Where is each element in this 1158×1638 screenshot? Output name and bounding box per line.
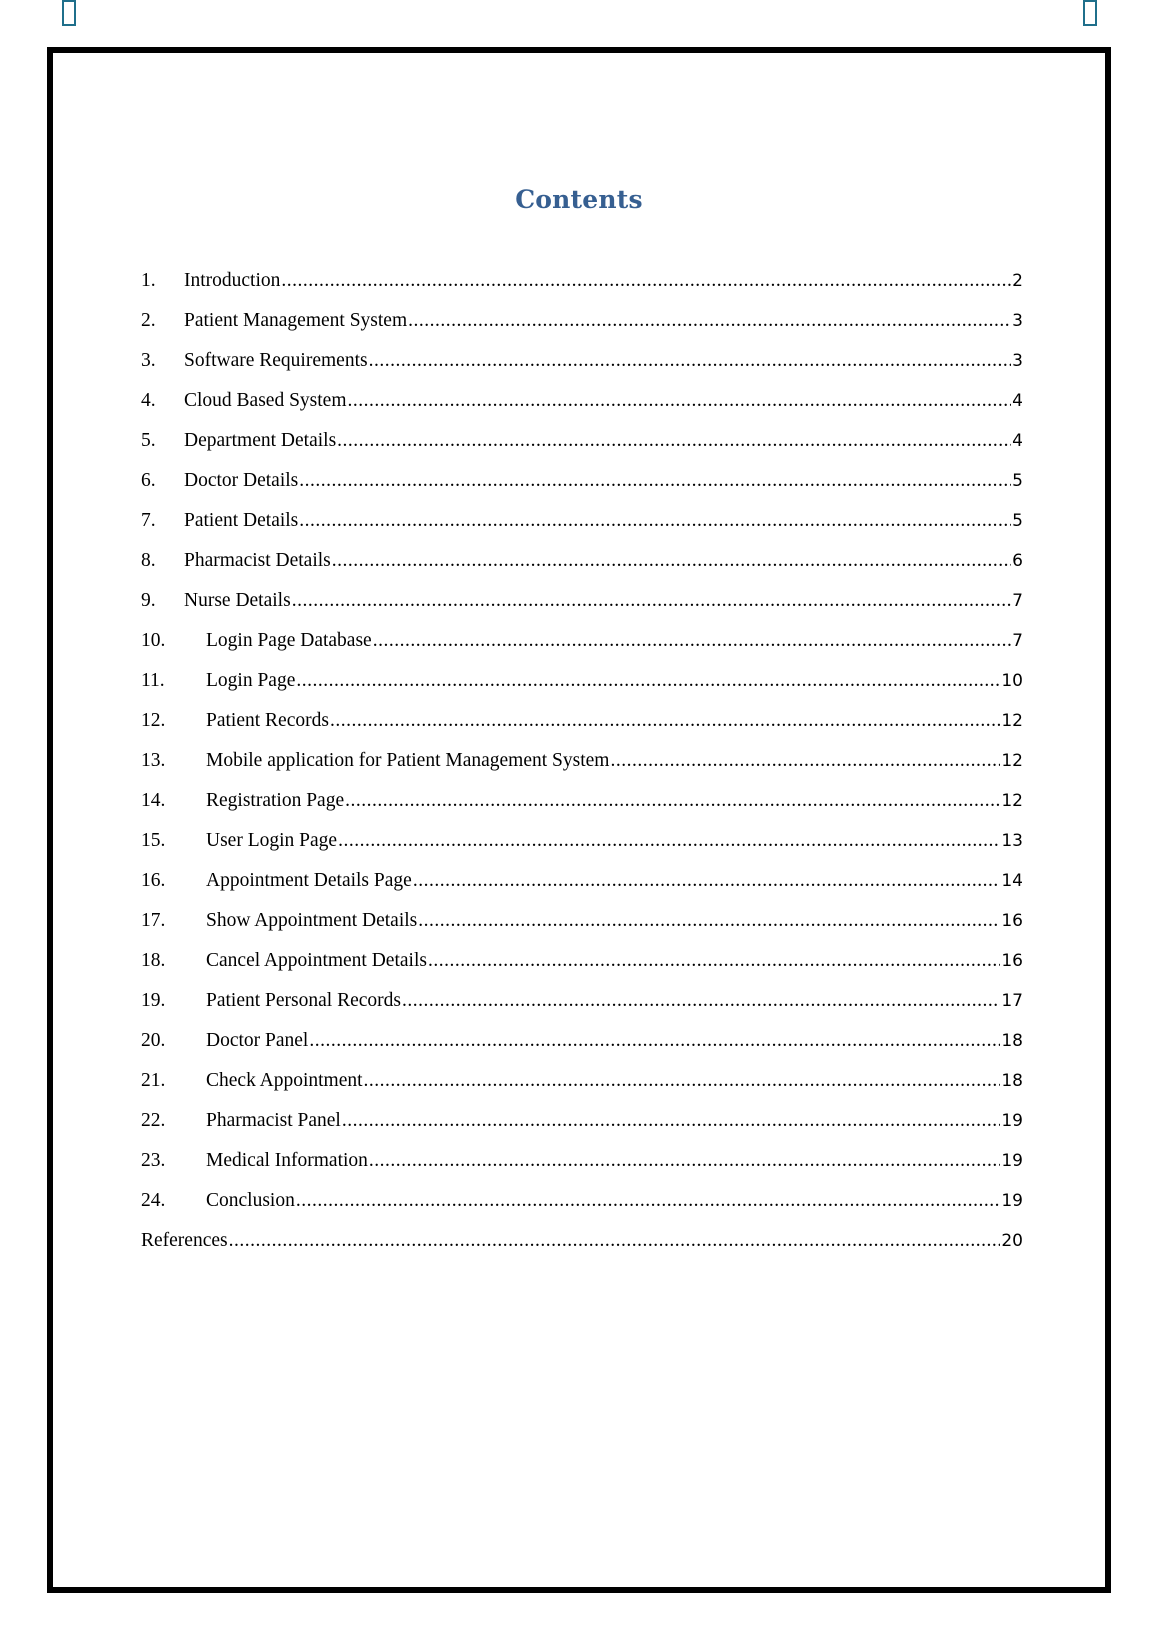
toc-entry-label: Conclusion — [206, 1190, 295, 1211]
toc-entry-number: 6. — [141, 470, 156, 491]
toc-entry-page: 18 — [1001, 1071, 1023, 1091]
toc-dot-leader — [345, 790, 1000, 812]
toc-entry-page: 12 — [1001, 791, 1023, 811]
toc-entry[interactable] — [141, 710, 1023, 750]
toc-dot-leader — [348, 390, 1012, 412]
toc-entry[interactable] — [141, 1030, 1023, 1070]
toc-dot-leader — [281, 270, 1011, 292]
toc-entry-page: 19 — [1001, 1151, 1023, 1171]
toc-entry[interactable] — [141, 270, 1023, 310]
toc-dot-leader — [296, 1190, 1001, 1212]
toc-entry-number: 12. — [141, 710, 166, 731]
toc-entry-number: 1. — [141, 270, 156, 291]
toc-dot-leader — [342, 1110, 1001, 1132]
toc-entry[interactable] — [141, 790, 1023, 830]
toc-entry[interactable] — [141, 830, 1023, 870]
toc-entry-page: 6 — [1012, 551, 1023, 571]
toc-dot-leader — [330, 710, 1000, 732]
toc-dot-leader — [299, 470, 1011, 492]
toc-dot-leader — [299, 510, 1011, 532]
toc-entry-label: Registration Page — [206, 790, 345, 811]
toc-entry-label: Login Page Database — [206, 630, 372, 651]
toc-entry-page: 14 — [1001, 871, 1023, 891]
toc-entry-references[interactable] — [141, 1230, 1023, 1270]
toc-entry[interactable] — [141, 350, 1023, 390]
toc-entry[interactable] — [141, 990, 1023, 1030]
toc-entry[interactable] — [141, 390, 1023, 430]
toc-entry[interactable] — [141, 310, 1023, 350]
toc-entry-number: 8. — [141, 550, 156, 571]
toc-entry-number: 23. — [141, 1150, 166, 1171]
toc-entry-page: 19 — [1001, 1191, 1023, 1211]
toc-dot-leader — [373, 630, 1011, 652]
toc-entry-page: 5 — [1012, 511, 1023, 531]
toc-entry-label: User Login Page — [206, 830, 338, 851]
toc-dot-leader — [369, 1150, 1000, 1172]
toc-dot-leader — [610, 750, 1000, 772]
toc-entry-number: 24. — [141, 1190, 166, 1211]
toc-entry-number: 11. — [141, 670, 165, 691]
toc-entry-number: 21. — [141, 1070, 166, 1091]
toc-entry-page: 16 — [1001, 911, 1023, 931]
toc-entry-number: 16. — [141, 870, 166, 891]
toc-entry-page: 13 — [1001, 831, 1023, 851]
toc-dot-leader — [402, 990, 1000, 1012]
toc-entry-page: 3 — [1012, 311, 1023, 331]
toc-entry[interactable] — [141, 670, 1023, 710]
toc-entry[interactable] — [141, 470, 1023, 510]
toc-entry-number: 15. — [141, 830, 166, 851]
table-of-contents — [141, 270, 1023, 1270]
toc-entry[interactable] — [141, 1150, 1023, 1190]
toc-entry-number: 20. — [141, 1030, 166, 1051]
toc-dot-leader — [418, 910, 1000, 932]
toc-entry-label: Pharmacist Details — [184, 550, 331, 571]
toc-entry-number: 5. — [141, 430, 156, 451]
toc-entry[interactable] — [141, 1190, 1023, 1230]
toc-entry-label: Cloud Based System — [184, 390, 347, 411]
header-marker-right-icon — [1083, 0, 1097, 26]
toc-entry-label: Patient Management System — [184, 310, 408, 331]
toc-entry[interactable] — [141, 510, 1023, 550]
toc-dot-leader — [428, 950, 1000, 972]
page-title: Contents — [515, 185, 643, 214]
toc-dot-leader — [408, 310, 1011, 332]
toc-entry-label: Check Appointment — [206, 1070, 363, 1091]
toc-entry[interactable] — [141, 1070, 1023, 1110]
toc-entry-page: 5 — [1012, 471, 1023, 491]
toc-entry-label: Patient Records — [206, 710, 329, 731]
toc-entry-label: Pharmacist Panel — [206, 1110, 341, 1131]
toc-entry[interactable] — [141, 950, 1023, 990]
toc-dot-leader — [413, 870, 1001, 892]
toc-entry[interactable] — [141, 430, 1023, 470]
toc-entry-label: Login Page — [206, 670, 296, 691]
toc-entry-number: 17. — [141, 910, 166, 931]
toc-entry-page: 2 — [1012, 271, 1023, 291]
toc-dot-leader — [364, 1070, 1001, 1092]
toc-entry-label: Medical Information — [206, 1150, 368, 1171]
toc-entry-number: 14. — [141, 790, 166, 811]
toc-entry[interactable] — [141, 630, 1023, 670]
toc-entry-number: 19. — [141, 990, 166, 1011]
toc-entry-page: 10 — [1001, 671, 1023, 691]
toc-dot-leader — [338, 830, 1000, 852]
toc-entry-page: 7 — [1012, 631, 1023, 651]
toc-entry-number: 22. — [141, 1110, 166, 1131]
toc-entry-page: 19 — [1001, 1111, 1023, 1131]
toc-entry-label: References — [141, 1230, 228, 1251]
toc-entry-page: 12 — [1001, 751, 1023, 771]
toc-entry-label: Appointment Details Page — [206, 870, 412, 891]
toc-entry-page: 20 — [1001, 1231, 1023, 1251]
toc-dot-leader — [229, 1230, 1001, 1252]
toc-entry[interactable] — [141, 550, 1023, 590]
toc-entry[interactable] — [141, 870, 1023, 910]
toc-entry-number: 10. — [141, 630, 166, 651]
toc-entry-label: Department Details — [184, 430, 337, 451]
toc-entry-label: Introduction — [184, 270, 281, 291]
toc-dot-leader — [292, 590, 1011, 612]
toc-entry-page: 16 — [1001, 951, 1023, 971]
toc-entry-page: 7 — [1012, 591, 1023, 611]
toc-entry-page: 4 — [1012, 431, 1023, 451]
toc-entry-label: Show Appointment Details — [206, 910, 418, 931]
toc-entry[interactable] — [141, 590, 1023, 630]
toc-entry-label: Patient Personal Records — [206, 990, 401, 1011]
toc-entry-number: 3. — [141, 350, 156, 371]
toc-entry-page: 4 — [1012, 391, 1023, 411]
toc-entry-label: Doctor Details — [184, 470, 299, 491]
toc-entry-label: Software Requirements — [184, 350, 368, 371]
toc-entry-number: 2. — [141, 310, 156, 331]
header-marker-left-icon — [62, 0, 76, 26]
toc-entry-label: Nurse Details — [184, 590, 291, 611]
toc-dot-leader — [332, 550, 1011, 572]
toc-entry-label: Doctor Panel — [206, 1030, 309, 1051]
toc-entry-number: 7. — [141, 510, 156, 531]
toc-dot-leader — [296, 670, 1000, 692]
toc-entry-number: 13. — [141, 750, 166, 771]
toc-entry-page: 12 — [1001, 711, 1023, 731]
toc-entry-number: 9. — [141, 590, 156, 611]
toc-entry-number: 18. — [141, 950, 166, 971]
toc-dot-leader — [337, 430, 1011, 452]
toc-entry[interactable] — [141, 910, 1023, 950]
toc-entry-label: Cancel Appointment Details — [206, 950, 427, 971]
toc-entry-page: 3 — [1012, 351, 1023, 371]
toc-entry-number: 4. — [141, 390, 156, 411]
toc-entry-page: 18 — [1001, 1031, 1023, 1051]
toc-entry-page: 17 — [1001, 991, 1023, 1011]
toc-entry-label: Patient Details — [184, 510, 299, 531]
toc-entry[interactable] — [141, 1110, 1023, 1150]
toc-dot-leader — [309, 1030, 1000, 1052]
toc-entry-label: Mobile application for Patient Management System — [206, 750, 610, 771]
toc-entry[interactable] — [141, 750, 1023, 790]
toc-dot-leader — [369, 350, 1012, 372]
